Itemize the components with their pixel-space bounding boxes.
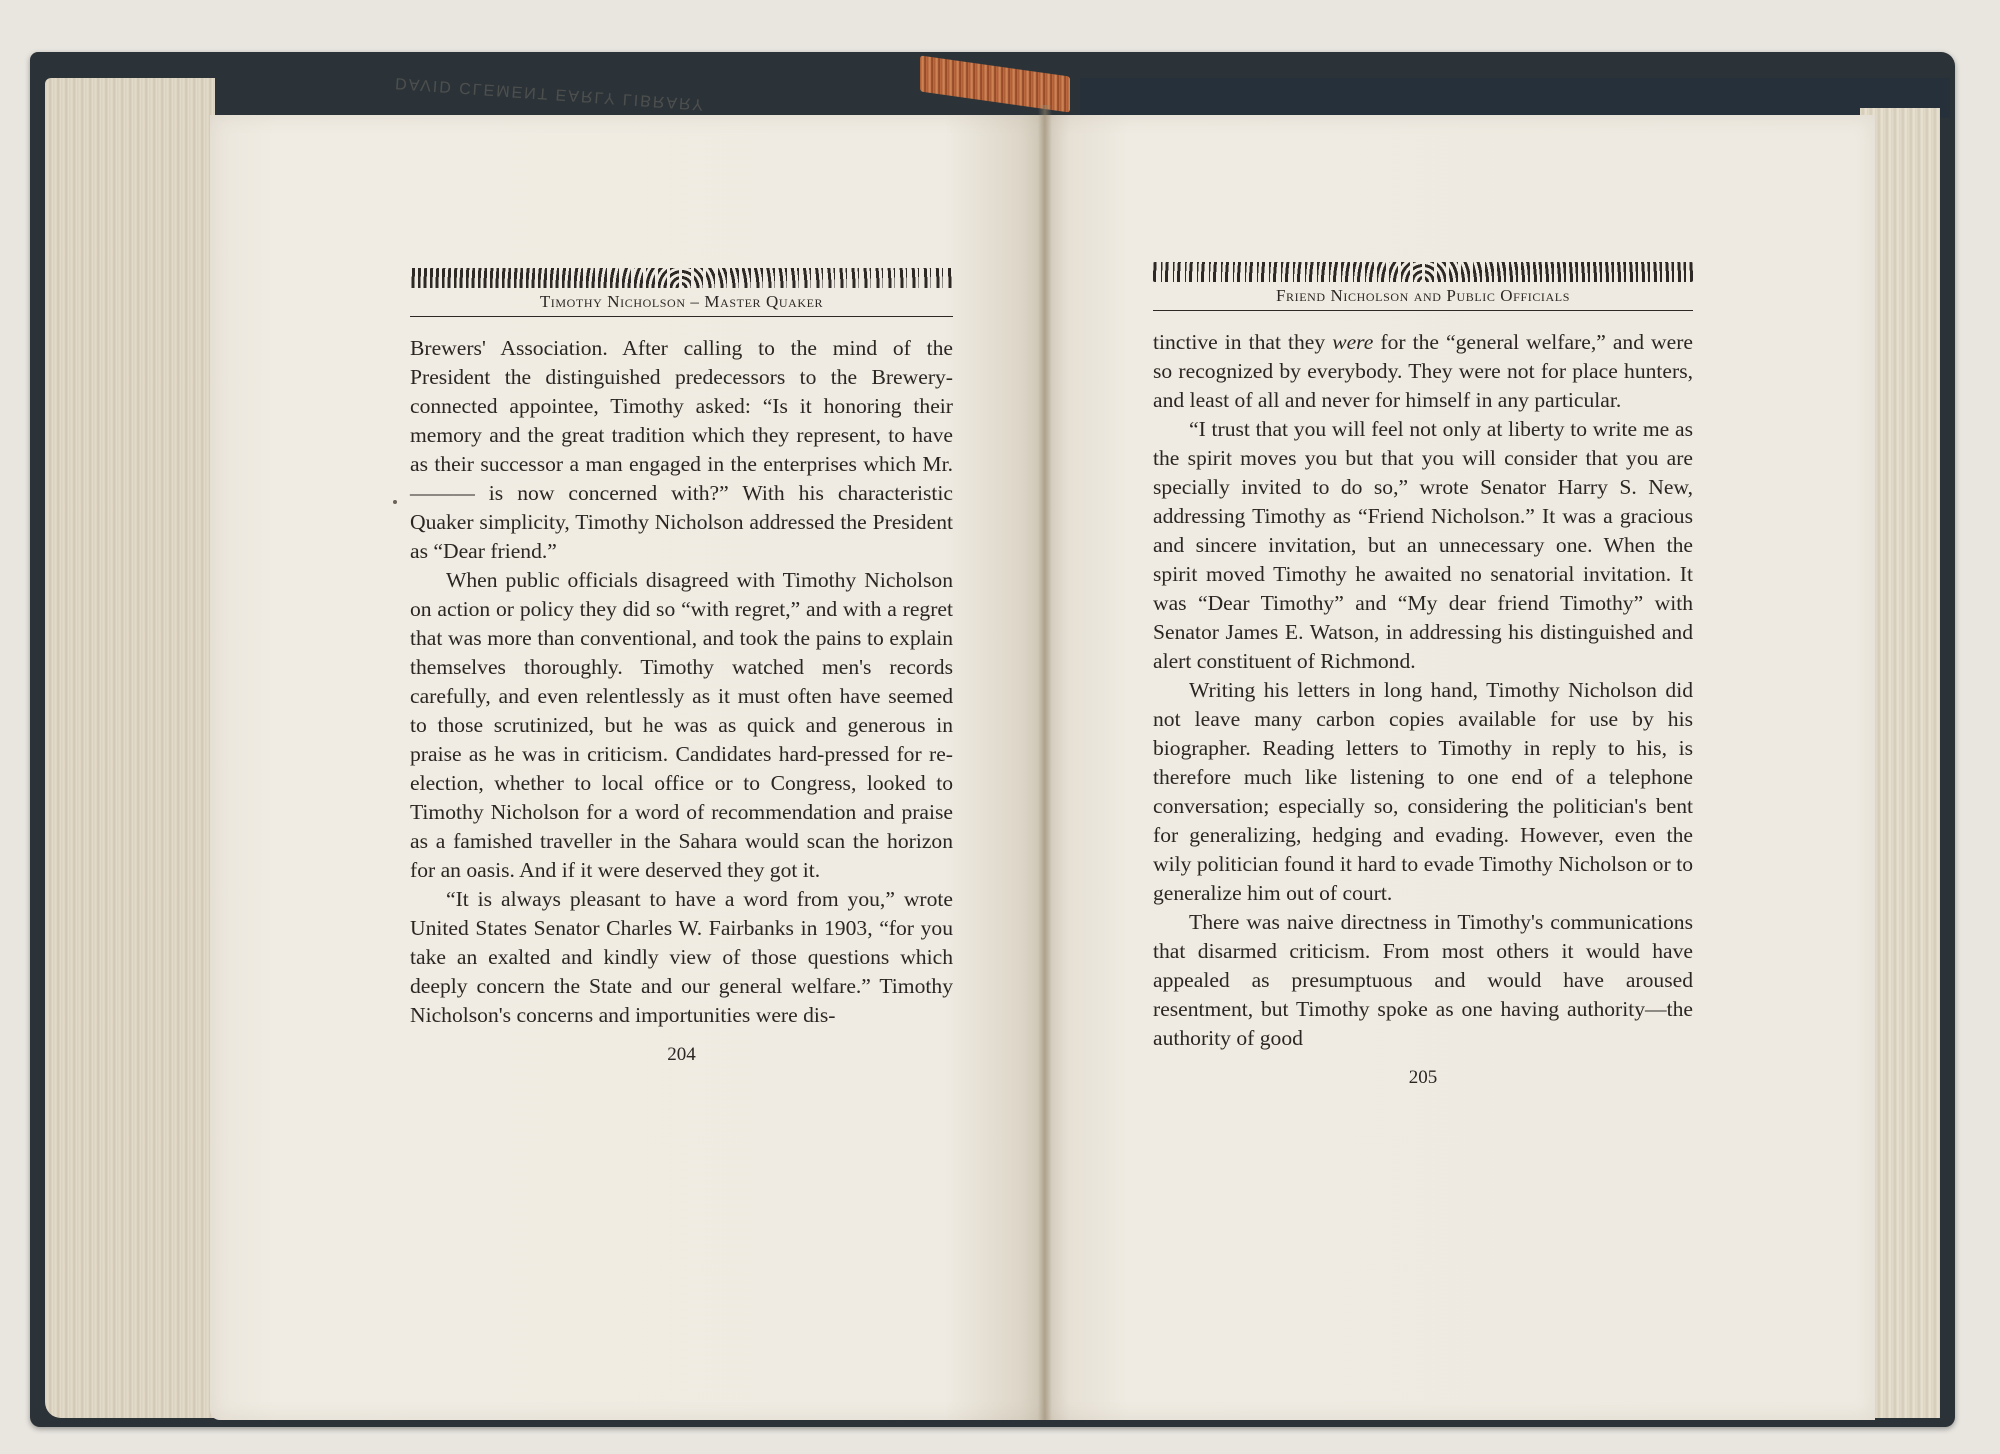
paragraph: When public officials disagreed with Timothy Nicholson on action or policy they did so “with regret,” and with a regret that was more than conventional, and took the pains to explain themselves thoroughly. Timothy watched men's records carefully, and even relentlessly as it must often have seemed to those scrutinized, but he was as quick and generous in praise as he was in criticism. Candidates hard-pressed for re-election, whether to local office or to Congress, looked to Timothy Nicholson for a word of recommendation and praise as a famished traveller in the Sahara would scan the horizon for an oasis. And if it were deserved they got it. — [410, 568, 953, 882]
ornament-band — [410, 268, 953, 288]
page-number: 204 — [667, 1044, 696, 1065]
margin-mark — [393, 500, 397, 504]
spine-stamp: DAVID CLEMENT EARLY LIBRARY — [394, 74, 706, 113]
ornament-band — [1153, 262, 1693, 282]
running-head: Timothy Nicholson – Master Quaker — [410, 292, 953, 317]
book-cover-top — [1080, 78, 1950, 118]
left-page-column — [410, 268, 953, 1066]
paragraph: Brewers' Association. After calling to the mind of the President the distinguished predecessors to the Brewery-connected appointee, Timothy asked: “Is it honoring their memory and the great tradition which they represent, to have as their successor a man engaged in the enterprises which Mr. ——— is now concerned with?” With his characteristic Quaker simplicity, Timothy Nicholson addressed the President as “Dear friend.” — [410, 336, 953, 563]
page-number: 205 — [1408, 1067, 1438, 1088]
emphasis: were — [1332, 330, 1374, 354]
paragraph: There was naive directness in Timothy's communications that disarmed criticism. From most others it would have appealed as presumptuous and would have aroused resentment, but Timothy spoke as one having authority—the authority of good — [1153, 910, 1693, 1050]
text-run: tinctive in that they — [1153, 330, 1333, 354]
body-text — [1153, 328, 1693, 1053]
body-text — [410, 334, 953, 1030]
paragraph: “It is always pleasant to have a word from you,” wrote United States Senator Charles W. Fairbanks in 1903, “for you take an exalted and kindly view of those questions which deeply concern the State and our general welfare.” Timothy Nicholson's concerns and importunities were dis- — [410, 887, 953, 1027]
left-page-edges — [45, 78, 215, 1418]
text-run: for the “general welfare,” and were so recognized by everybody. They were not for place hunters, and least of all and never for himself in any particular. — [1153, 330, 1693, 412]
paragraph: “I trust that you will feel not only at liberty to write me as the spirit moves you but that you will consider that you are specially invited to do so,” wrote Senator Harry S. New, addressing Timothy as “Friend Nicholson.” It was a gracious and sincere invitation, but an unnecessary one. When the spirit moved Timothy he awaited no senatorial invitation. It was “Dear Timothy” and “My dear friend Timothy” with Senator James E. Watson, in addressing his distinguished and alert constituent of Richmond. — [1153, 417, 1693, 673]
paragraph: Writing his letters in long hand, Timothy Nicholson did not leave many carbon copies available for use by his biographer. Reading letters to Timothy in reply to his, is therefore much like listening to one end of a telephone conversation; especially so, considering the politician's bent for generalizing, hedging and evading. However, even the wily politician found it hard to evade Timothy Nicholson or to generalize him out of court. — [1153, 678, 1693, 905]
paragraph — [1153, 328, 1693, 415]
book-gutter — [1038, 105, 1052, 1420]
right-page-column — [1153, 262, 1693, 1089]
running-head: Friend Nicholson and Public Officials — [1153, 286, 1693, 311]
